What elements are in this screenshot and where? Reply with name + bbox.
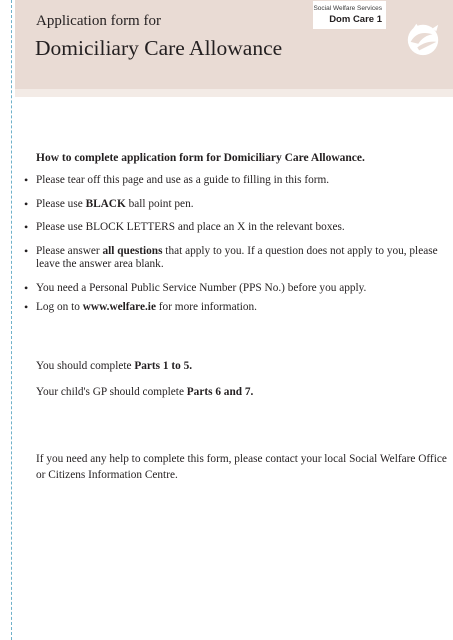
instruction-item: • Please answer all questions that apply to you. If a question does not apply to you, please leave the answer area blank.	[24, 245, 448, 272]
parts-gp: Your child's GP should complete Parts 6 and 7.	[36, 386, 254, 398]
instruction-item: • Please use BLACK ball point pen.	[24, 198, 448, 212]
instruction-item: • Please use BLOCK LETTERS and place an X in the relevant boxes.	[24, 221, 448, 235]
instruction-list	[24, 174, 448, 325]
parts-applicant: You should complete Parts 1 to 5.	[36, 360, 193, 372]
badge-form-code: Dom Care 1	[329, 14, 382, 25]
instruction-item: • You need a Personal Public Service Number (PPS No.) before you apply.	[24, 282, 448, 296]
form-title: Domiciliary Care Allowance	[35, 36, 283, 60]
welfare-link[interactable]: www.welfare.ie	[82, 301, 156, 313]
badge-organisation: Social Welfare Services	[313, 5, 382, 12]
form-subtitle: Application form for	[36, 13, 161, 29]
help-text: If you need any help to complete this form, please contact your local Social Welfare Office or Citizens Information Centre.	[36, 453, 447, 481]
instruction-item: • Log on to www.welfare.ie for more information.	[24, 301, 448, 315]
instruction-item: • Please tear off this page and use as a guide to filling in this form.	[24, 174, 448, 188]
guide-heading: How to complete application form for Domiciliary Care Allowance.	[36, 152, 365, 164]
